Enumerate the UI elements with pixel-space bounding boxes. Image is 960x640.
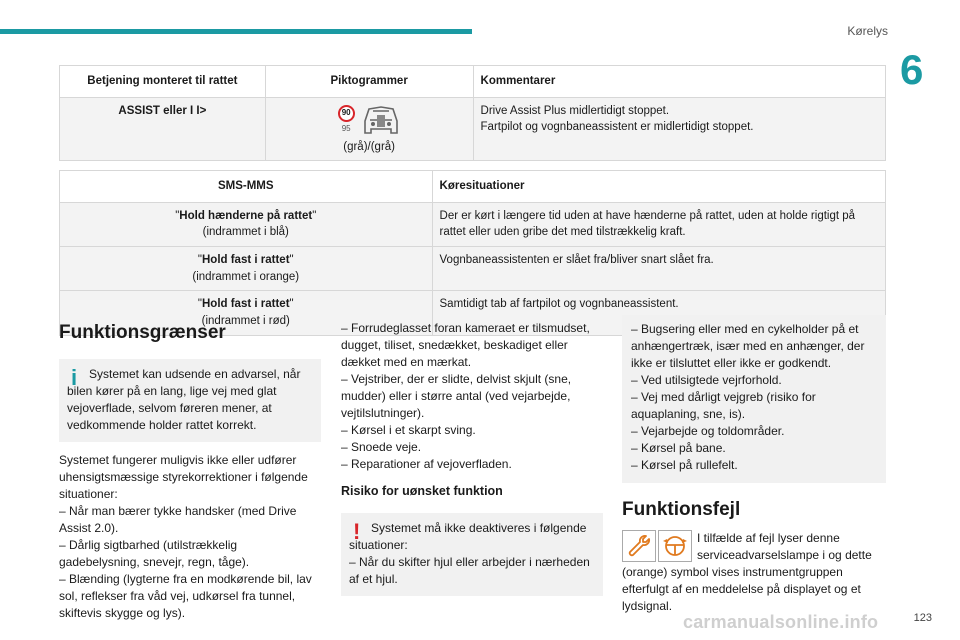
list-item: – Vejarbejde og toldområder. xyxy=(631,424,785,439)
speed-sub-value: 95 xyxy=(341,123,351,133)
fault-text: I tilfælde af fejl lyser denne serviceadvarselslampe i og dette (orange) symbol vises instrumentgruppen efterfulgt af en meddelelse på displayet og et lydsignal. xyxy=(622,531,872,614)
column-header: SMS-MMS xyxy=(60,171,433,203)
table-row xyxy=(60,247,886,291)
chapter-number: 6 xyxy=(900,46,924,93)
info-note xyxy=(59,359,321,442)
controls-table xyxy=(59,65,886,161)
list-item: – Kørsel på rullefelt. xyxy=(631,458,738,473)
list-item: – Reparationer af vejoverfladen. xyxy=(341,457,512,472)
list-item: – Kørsel i et skarpt sving. xyxy=(341,423,476,438)
column-limits xyxy=(59,320,321,622)
control-label: ASSIST eller I I> xyxy=(60,97,266,161)
table-row xyxy=(60,202,886,246)
list-item: – Kørsel på bane. xyxy=(631,441,726,456)
table-header-row xyxy=(60,66,886,98)
situation-cell: Der er kørt i længere tid uden at have hænderne på rattet, uden at holde rigtigt på rattet eller uden gribe det med tilstrækkelig kraft. xyxy=(432,202,885,246)
warning-icon: ! xyxy=(353,519,361,545)
pictogram xyxy=(338,105,401,137)
situation-cell: Vognbaneassistenten er slået fra/bliver snart slået fra. xyxy=(432,247,885,291)
list-item: – Blænding (lygterne fra en modkørende bil, lav sol, reflekser fra våd vej, udkørsel fra tunnel, skiftevis skygge og lys). xyxy=(59,572,312,621)
heading-unwanted-risk: Risiko for uønsket funktion xyxy=(341,484,503,499)
list-item: – Ved utilsigtede vejrforhold. xyxy=(631,373,782,388)
section-title: Kørelys xyxy=(847,24,888,38)
comment-line: Fartpilot og vognbaneassistent er midlertidigt stoppet. xyxy=(480,121,754,134)
message-cell: "Hold hænderne på rattet" (indrammet i blå) xyxy=(60,202,433,246)
info-icon: i xyxy=(71,364,78,390)
speed-limit-sign-icon: 90 xyxy=(338,105,355,122)
heading-function-fault: Funktionsfejl xyxy=(622,499,741,521)
list-item: – Forrudeglasset foran kameraet er tilsmudset, dugget, tiliset, snedækket, beskadiget eller dækket med en mærkat. xyxy=(341,321,590,370)
column-conditions xyxy=(341,320,603,596)
pictogram-caption: (grå)/(grå) xyxy=(343,140,396,153)
heading-function-limits: Funktionsgrænser xyxy=(59,322,226,343)
message-cell: "Hold fast i rattet" (indrammet i orange) xyxy=(60,247,433,291)
frame-color: (indrammet i rød) xyxy=(201,315,290,328)
warning-note-text: Systemet må ikke deaktiveres i følgende situationer: xyxy=(349,521,587,553)
warning-list-item: – Når du skifter hjul eller arbejder i nærheden af et hjul. xyxy=(349,555,590,587)
list-item: – Snoede veje. xyxy=(341,440,422,455)
situation-cell: Samtidigt tab af fartpilot og vognbaneassistent. xyxy=(432,291,885,335)
list-item: – Dårlig sigtbarhed (utilstrækkelig gadebelysning, snevejr, regn, tåge). xyxy=(59,538,250,570)
list-item: – Vej med dårligt vejgreb (risiko for aquaplaning, sne, is). xyxy=(631,390,816,422)
pictogram-cell xyxy=(265,97,473,161)
column-header: Piktogrammer xyxy=(265,66,473,98)
drive-assist-car-icon xyxy=(361,105,401,137)
fault-description xyxy=(622,530,886,615)
intro-text: Systemet fungerer muligvis ikke eller udfører uhensigtsmæssige styrekorrektioner i følgende situationer: xyxy=(59,453,308,502)
list-item: – Når man bærer tykke handsker (med Drive Assist 2.0). xyxy=(59,504,297,536)
message-text: Hold fast i rattet xyxy=(201,254,290,267)
list-item: – Vejstriber, der er slidte, delvist skjult (sne, mudder) eller i større antal (ved vejarbejde, vejtilslutninger). xyxy=(341,372,572,421)
header-accent-bar xyxy=(0,29,472,34)
page-number: 123 xyxy=(913,612,932,624)
frame-color: (indrammet i orange) xyxy=(192,270,300,283)
steering-wheel-hands-icon xyxy=(658,530,692,562)
message-cell: "Hold fast i rattet" (indrammet i rød) xyxy=(60,291,433,335)
column-header: Betjening monteret til rattet xyxy=(60,66,266,98)
table-row xyxy=(60,97,886,161)
table-header-row xyxy=(60,171,886,203)
column-faults xyxy=(622,315,886,615)
message-text: Hold hænderne på rattet xyxy=(179,209,313,222)
message-text: Hold fast i rattet xyxy=(201,298,290,311)
wrench-icon xyxy=(622,530,656,562)
column-header: Kommentarer xyxy=(473,66,885,98)
watermark: carmanualsonline.info xyxy=(683,612,879,632)
column-header: Køresituationer xyxy=(432,171,885,203)
warning-note xyxy=(341,513,603,596)
conditions-box xyxy=(622,315,886,483)
info-note-text: Systemet kan udsende en advarsel, når bilen kører på en lang, lige vej med glat vejoverflade, selvom føreren mener, at vedkommende holder rattet korrekt. xyxy=(67,366,301,433)
list-item: – Bugsering eller med en cykelholder på et anhængertræk, især med en anhænger, der ikke er tilsluttet eller ikke er godkendt. xyxy=(631,322,865,371)
messages-table xyxy=(59,170,886,336)
frame-color: (indrammet i blå) xyxy=(202,226,289,239)
comment-line: Drive Assist Plus midlertidigt stoppet. xyxy=(480,104,670,117)
comment-cell xyxy=(473,97,885,161)
